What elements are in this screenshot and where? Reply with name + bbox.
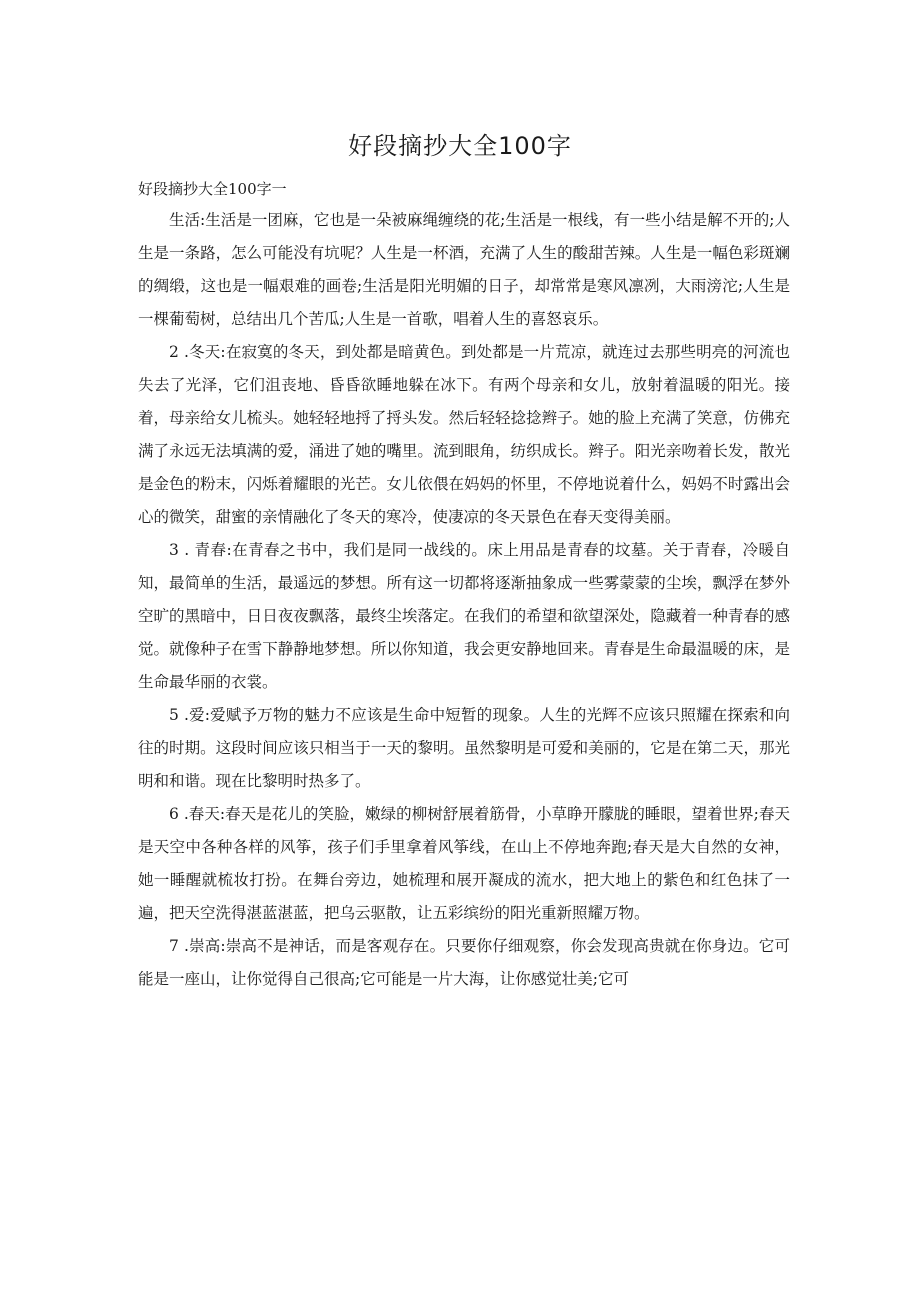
paragraph-sublime: 7 .崇高:崇高不是神话，而是客观存在。只要你仔细观察，你会发现高贵就在你身边。它可能是一座山，让你觉得自己很高;它可能是一片大海，让你感觉壮美;它可 — [138, 937, 790, 988]
paragraph-life: 生活:生活是一团麻，它也是一朵被麻绳缠绕的花;生活是一根线，有一些小结是解不开的;人生是一条路，怎么可能没有坑呢？人生是一杯酒，充满了人生的酸甜苦辣。人生是一幅色彩斑斓的绸缎，这也是一幅艰难的画卷;生活是阳光明媚的日子，却常常是寒风凛冽，大雨滂沱;人生是一棵葡萄树，总结出几个苦瓜;人生是一首歌，唱着人生的喜怒哀乐。 — [138, 211, 790, 328]
document-subheading: 好段摘抄大全100字一 — [138, 180, 287, 198]
document-body — [138, 204, 790, 996]
paragraph-love: 5 .爱:爱赋予万物的魅力不应该是生命中短暂的现象。人生的光辉不应该只照耀在探索和向往的时期。这段时间应该只相当于一天的黎明。虽然黎明是可爱和美丽的，它是在第二天，那光明和和谐。现在比黎明时热多了。 — [138, 706, 790, 790]
paragraph-spring: 6 .春天:春天是花儿的笑脸，嫩绿的柳树舒展着筋骨，小草睁开朦胧的睡眼，望着世界;春天是天空中各种各样的风筝，孩子们手里拿着风筝线，在山上不停地奔跑;春天是大自然的女神，她一睡醒就梳妆打扮。在舞台旁边，她梳理和展开凝成的流水，把大地上的紫色和红色抹了一遍，把天空洗得湛蓝湛蓝，把乌云驱散，让五彩缤纷的阳光重新照耀万物。 — [138, 805, 790, 922]
document-title: 好段摘抄大全100字 — [348, 132, 572, 160]
paragraph-youth: 3 . 青春:在青春之书中，我们是同一战线的。床上用品是青春的坟墓。关于青春，冷暖自知，最简单的生活，最遥远的梦想。所有这一切都将逐渐抽象成一些雾蒙蒙的尘埃，飘浮在梦外空旷的黑暗中，日日夜夜飘落，最终尘埃落定。在我们的希望和欲望深处，隐藏着一种青春的感觉。就像种子在雪下静静地梦想。所以你知道，我会更安静地回来。青春是生命最温暖的床，是生命最华丽的衣裳。 — [138, 541, 790, 691]
paragraph-winter: 2 .冬天:在寂寞的冬天，到处都是暗黄色。到处都是一片荒凉，就连过去那些明亮的河流也失去了光泽，它们沮丧地、昏昏欲睡地躲在冰下。有两个母亲和女儿，放射着温暖的阳光。接着，母亲给女儿梳头。她轻轻地捋了捋头发。然后轻轻捻捻辫子。她的脸上充满了笑意，仿佛充满了永远无法填满的爱，涌进了她的嘴里。流到眼角，纺织成长。辫子。阳光亲吻着长发，散光是金色的粉末，闪烁着耀眼的光芒。女儿依偎在妈妈的怀里，不停地说着什么，妈妈不时露出会心的微笑，甜蜜的亲情融化了冬天的寒冷，使凄凉的冬天景色在春天变得美丽。 — [138, 343, 790, 526]
